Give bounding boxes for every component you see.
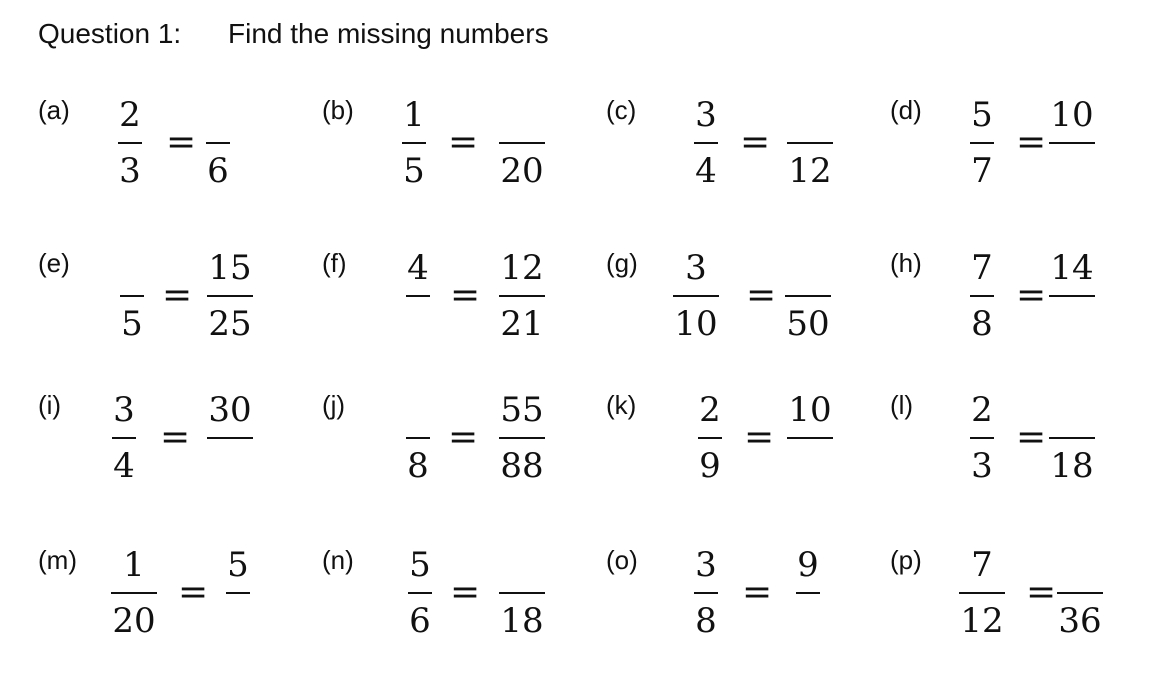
problem-label: (i) [38, 390, 62, 420]
left-fraction [950, 95, 1014, 215]
left-fraction [674, 545, 738, 665]
problem-a [38, 95, 318, 235]
equals-sign: = [1026, 572, 1057, 613]
left-numerator: 5 [971, 95, 993, 135]
right-fraction [776, 248, 840, 368]
equals-sign: = [162, 275, 193, 316]
right-fraction [1048, 545, 1112, 665]
equals-sign: = [448, 417, 479, 458]
left-denominator: 8 [407, 446, 429, 486]
right-fraction [1040, 248, 1104, 368]
problem-label: (k) [606, 390, 637, 420]
page-heading [38, 18, 549, 58]
right-fraction [778, 95, 842, 215]
left-fraction [950, 545, 1014, 665]
left-denominator: 4 [695, 151, 717, 191]
left-numerator: 7 [971, 545, 993, 585]
equals-sign: = [744, 417, 775, 458]
right-numerator: 10 [788, 390, 832, 430]
equals-sign: = [450, 275, 481, 316]
equals-sign: = [1016, 275, 1047, 316]
left-numerator: 2 [699, 390, 721, 430]
left-numerator: 5 [409, 545, 431, 585]
right-fraction [490, 390, 554, 510]
right-numerator: 15 [208, 248, 252, 288]
equals-sign: = [742, 572, 773, 613]
problem-p [890, 545, 1156, 685]
problem-e [38, 248, 318, 388]
left-fraction [950, 390, 1014, 510]
equals-sign: = [1016, 122, 1047, 163]
left-denominator: 6 [409, 601, 431, 641]
question-number: Question 1: [38, 18, 182, 49]
problem-l [890, 390, 1156, 530]
problem-b [322, 95, 602, 235]
right-denominator: 18 [1050, 446, 1094, 486]
right-fraction [490, 545, 554, 665]
problem-c [606, 95, 886, 235]
left-denominator: 4 [113, 446, 135, 486]
left-denominator: 5 [403, 151, 425, 191]
right-numerator: 12 [500, 248, 544, 288]
left-numerator: 3 [695, 545, 717, 585]
left-fraction [388, 545, 452, 665]
left-denominator: 5 [121, 304, 143, 344]
problem-label: (b) [322, 95, 354, 125]
problem-j [322, 390, 602, 530]
equals-sign: = [740, 122, 771, 163]
equals-sign: = [1016, 417, 1047, 458]
right-denominator: 88 [500, 446, 544, 486]
equals-sign: = [166, 122, 197, 163]
problem-label: (e) [38, 248, 70, 278]
left-fraction [386, 390, 450, 510]
right-numerator: 14 [1050, 248, 1094, 288]
right-denominator: 50 [786, 304, 830, 344]
left-denominator: 12 [960, 601, 1004, 641]
left-numerator: 3 [695, 95, 717, 135]
left-denominator: 8 [695, 601, 717, 641]
problem-h [890, 248, 1156, 388]
equals-sign: = [448, 122, 479, 163]
left-fraction [674, 95, 738, 215]
left-denominator: 7 [971, 151, 993, 191]
problem-f [322, 248, 602, 388]
right-fraction [206, 545, 270, 665]
problem-o [606, 545, 886, 685]
right-fraction [490, 248, 554, 368]
right-fraction [198, 390, 262, 510]
right-numerator: 30 [208, 390, 252, 430]
problem-i [38, 390, 318, 530]
left-fraction [664, 248, 728, 368]
left-numerator: 2 [971, 390, 993, 430]
left-denominator: 10 [674, 304, 718, 344]
problem-m [38, 545, 318, 685]
problem-label: (p) [890, 545, 922, 575]
right-fraction [198, 248, 262, 368]
left-fraction [386, 248, 450, 368]
left-numerator: 1 [123, 545, 145, 585]
left-fraction [92, 390, 156, 510]
right-denominator: 20 [500, 151, 544, 191]
left-denominator: 3 [119, 151, 141, 191]
right-fraction [1040, 95, 1104, 215]
equals-sign: = [746, 275, 777, 316]
equals-sign: = [160, 417, 191, 458]
right-fraction [490, 95, 554, 215]
problem-label: (g) [606, 248, 638, 278]
problem-label: (m) [38, 545, 77, 575]
equals-sign: = [178, 572, 209, 613]
problem-label: (d) [890, 95, 922, 125]
left-numerator: 3 [685, 248, 707, 288]
right-denominator: 36 [1058, 601, 1102, 641]
left-numerator: 1 [403, 95, 425, 135]
left-numerator: 3 [113, 390, 135, 430]
problem-g [606, 248, 886, 388]
question-instruction: Find the missing numbers [228, 18, 549, 49]
right-fraction [776, 545, 840, 665]
right-numerator: 10 [1050, 95, 1094, 135]
problem-label: (c) [606, 95, 637, 125]
right-numerator: 5 [227, 545, 249, 585]
right-denominator: 12 [788, 151, 832, 191]
problem-label: (l) [890, 390, 914, 420]
left-fraction [382, 95, 446, 215]
left-fraction [950, 248, 1014, 368]
equals-sign: = [450, 572, 481, 613]
problem-label: (j) [322, 390, 346, 420]
problem-label: (a) [38, 95, 70, 125]
left-numerator: 7 [971, 248, 993, 288]
left-fraction [678, 390, 742, 510]
right-numerator: 9 [797, 545, 819, 585]
left-denominator: 20 [112, 601, 156, 641]
right-denominator: 25 [208, 304, 252, 344]
left-numerator: 4 [407, 248, 429, 288]
left-numerator: 2 [119, 95, 141, 135]
problem-d [890, 95, 1156, 235]
right-denominator: 18 [500, 601, 544, 641]
right-fraction [1040, 390, 1104, 510]
problem-label: (n) [322, 545, 354, 575]
right-fraction [778, 390, 842, 510]
left-denominator: 3 [971, 446, 993, 486]
left-fraction [98, 95, 162, 215]
right-denominator: 6 [207, 151, 229, 191]
problem-n [322, 545, 602, 685]
right-fraction [186, 95, 250, 215]
problem-k [606, 390, 886, 530]
left-denominator: 8 [971, 304, 993, 344]
problem-label: (f) [322, 248, 347, 278]
left-fraction [102, 545, 166, 665]
left-fraction [100, 248, 164, 368]
right-denominator: 21 [500, 304, 544, 344]
problem-label: (h) [890, 248, 922, 278]
left-denominator: 9 [699, 446, 721, 486]
right-numerator: 55 [500, 390, 544, 430]
problem-label: (o) [606, 545, 638, 575]
